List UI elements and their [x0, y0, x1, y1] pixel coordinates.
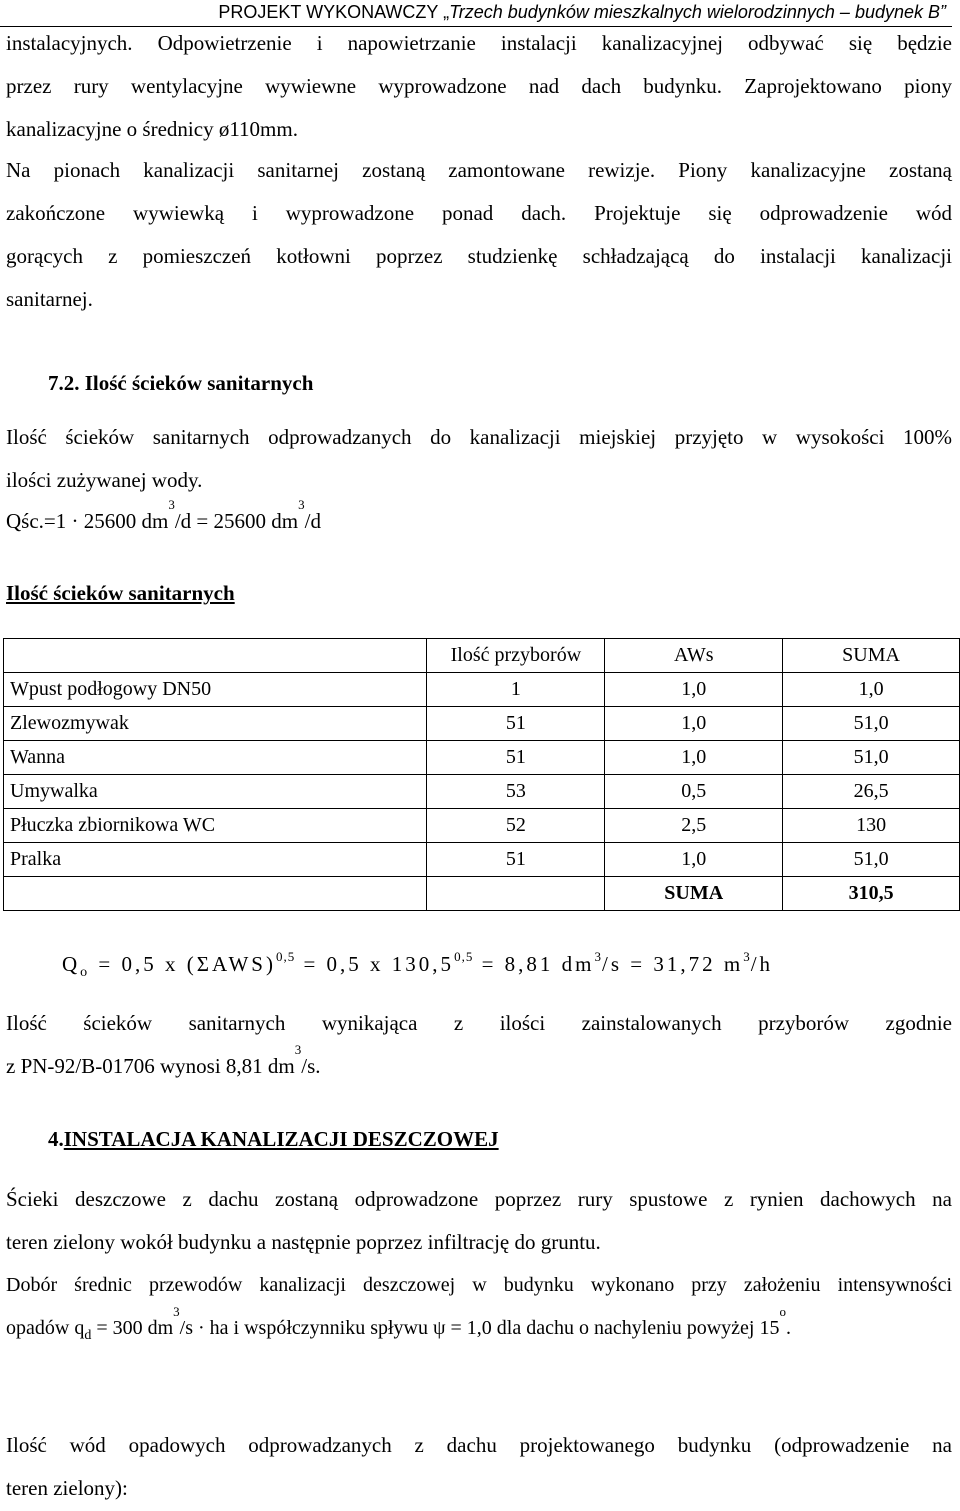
intro-line: Na pionach kanalizacji sanitarnej zostaną zamontowane rewizje. Piony kanalizacyjne zostaną — [6, 158, 952, 182]
line-part: opadów q — [6, 1317, 85, 1339]
section-heading-4 — [48, 1118, 952, 1161]
section72-line: Ilość ścieków sanitarnych odprowadzanych do kanalizacji miejskiej przyjęto w wysokości 100% — [6, 425, 952, 449]
table-header-row — [4, 639, 960, 673]
table-cell: Płuczka zbiornikowa WC — [4, 809, 427, 843]
section-number: 4. — [48, 1127, 64, 1151]
table-cell: 1,0 — [605, 741, 783, 775]
section72-paragraph — [6, 416, 952, 502]
intro-line: kanalizacyjne o średnicy ø110mm. — [6, 117, 298, 141]
table-cell: 51 — [427, 843, 605, 877]
header-prefix: PROJEKT WYKONAWCZY „ — [218, 2, 450, 22]
table-cell: 51 — [427, 741, 605, 775]
table-title: Ilość ścieków sanitarnych — [6, 581, 235, 605]
table-cell: 1,0 — [605, 843, 783, 877]
section4-line: Ilość wód opadowych odprowadzanych z dachu projektowanego budynku (odprowadzenie na — [6, 1433, 952, 1457]
table-total-label: SUMA — [605, 877, 783, 911]
section4-paragraph-2 — [6, 1264, 952, 1357]
result-part: z PN-92/B-01706 wynosi 8,81 dm — [6, 1054, 295, 1078]
table-cell: 52 — [427, 809, 605, 843]
formula-part: /h — [750, 952, 774, 976]
table-cell: Zlewozmywak — [4, 707, 427, 741]
table-cell: 51,0 — [783, 843, 960, 877]
intro-paragraph — [6, 22, 952, 151]
result-paragraph — [6, 1002, 952, 1088]
table-header-cell — [4, 639, 427, 673]
table-cell: Umywalka — [4, 775, 427, 809]
table-cell: 1,0 — [783, 673, 960, 707]
wastewater-calc — [6, 497, 952, 543]
section4-paragraph-3 — [6, 1424, 952, 1510]
section4-line: Ścieki deszczowe z dachu zostaną odprowadzone poprzez rury spustowe z rynien dachowych na — [6, 1187, 952, 1211]
table-row — [4, 741, 960, 775]
formula-part: = 8,81 dm — [473, 952, 595, 976]
table-cell: 51,0 — [783, 707, 960, 741]
table-cell: Pralka — [4, 843, 427, 877]
table-cell — [427, 877, 605, 911]
table-header-cell: SUMA — [783, 639, 960, 673]
fixtures-table — [3, 638, 960, 911]
intro-line: instalacyjnych. Odpowietrzenie i napowietrzanie instalacji kanalizacyjnej odbywać się będzie — [6, 31, 952, 55]
formula-part: = 0,5 x (ΣAWS) — [90, 952, 276, 976]
intro-line: gorących z pomieszczeń kotłowni poprzez studzienkę schładzającą do instalacji kanalizacji — [6, 244, 952, 268]
section4-line — [6, 1304, 952, 1357]
intro-line: przez rury wentylacyjne wywiewne wyprowadzone nad dach budynku. Zaprojektowano piony — [6, 74, 952, 98]
line-exp: 3 — [173, 1304, 180, 1319]
header-title: Trzech budynków mieszkalnych wielorodzinnych – budynek B — [449, 2, 940, 22]
section72-line: ilości zużywanej wody. — [6, 468, 203, 492]
formula-part: /s = 31,72 m — [602, 952, 744, 976]
table-row — [4, 707, 960, 741]
result-exp: 3 — [294, 1042, 302, 1057]
section4-line: Dobór średnic przewodów kanalizacji deszczowej w budynku wykonano przy założeniu intensywności — [6, 1274, 952, 1296]
calc-exp: 3 — [298, 497, 305, 512]
formula-exp: 3 — [743, 949, 751, 964]
section4-paragraph — [6, 1178, 952, 1264]
formula-exp: 0,5 — [275, 949, 296, 964]
formula-exp: 3 — [594, 949, 602, 964]
table-cell: 51 — [427, 707, 605, 741]
result-line — [6, 1042, 952, 1088]
table-row — [4, 809, 960, 843]
table-row — [4, 775, 960, 809]
table-cell: 130 — [783, 809, 960, 843]
table-cell: 26,5 — [783, 775, 960, 809]
calc-exp: 3 — [168, 497, 175, 512]
table-row — [4, 673, 960, 707]
table-total-row — [4, 877, 960, 911]
line-part: . — [785, 1317, 791, 1339]
formula-part: Q — [62, 952, 81, 976]
result-line: Ilość ścieków sanitarnych wynikająca z ilości zainstalowanych przyborów zgodnie — [6, 1011, 952, 1035]
header-suffix: ” — [940, 2, 946, 22]
table-cell: 2,5 — [605, 809, 783, 843]
calc-part: /d — [304, 509, 321, 533]
table-header-cell: AWs — [605, 639, 783, 673]
table-cell — [4, 877, 427, 911]
table-cell: 1,0 — [605, 673, 783, 707]
flow-formula — [62, 949, 774, 981]
formula-part: = 0,5 x 130,5 — [295, 952, 455, 976]
intro-line: sanitarnej. — [6, 287, 93, 311]
formula-exp: 0,5 — [454, 949, 474, 964]
table-row — [4, 843, 960, 877]
table-cell: 1,0 — [605, 707, 783, 741]
table-cell: 53 — [427, 775, 605, 809]
table-cell: Wpust podłogowy DN50 — [4, 673, 427, 707]
intro-paragraph-2 — [6, 149, 952, 321]
section-title: INSTALACJA KANALIZACJI DESZCZOWEJ — [63, 1127, 499, 1151]
table-cell: 51,0 — [783, 741, 960, 775]
line-exp: o — [779, 1304, 786, 1319]
table-header-cell: Ilość przyborów — [427, 639, 605, 673]
calc-part: Qśc.=1 · 25600 dm — [6, 509, 169, 533]
line-part: = 300 dm — [91, 1317, 174, 1339]
result-part: /s. — [301, 1054, 321, 1078]
table-cell: Wanna — [4, 741, 427, 775]
section4-line: teren zielony): — [6, 1476, 128, 1500]
line-sub: d — [84, 1328, 92, 1343]
formula-sub: o — [80, 965, 91, 981]
calc-part: /d = 25600 dm — [174, 509, 299, 533]
intro-line: zakończone wywiewką i wyprowadzone ponad dach. Projektuje się odprowadzenie wód — [6, 201, 952, 225]
line-part: /s · ha i współczynniku spływu ψ = 1,0 dla dachu o nachyleniu powyżej 15 — [179, 1317, 780, 1339]
table-cell: 0,5 — [605, 775, 783, 809]
table-cell: 1 — [427, 673, 605, 707]
section-heading-7-2: 7.2. Ilość ścieków sanitarnych — [48, 371, 314, 395]
table-total-value: 310,5 — [783, 877, 960, 911]
section4-line: teren zielony wokół budynku a następnie poprzez infiltrację do gruntu. — [6, 1230, 601, 1254]
